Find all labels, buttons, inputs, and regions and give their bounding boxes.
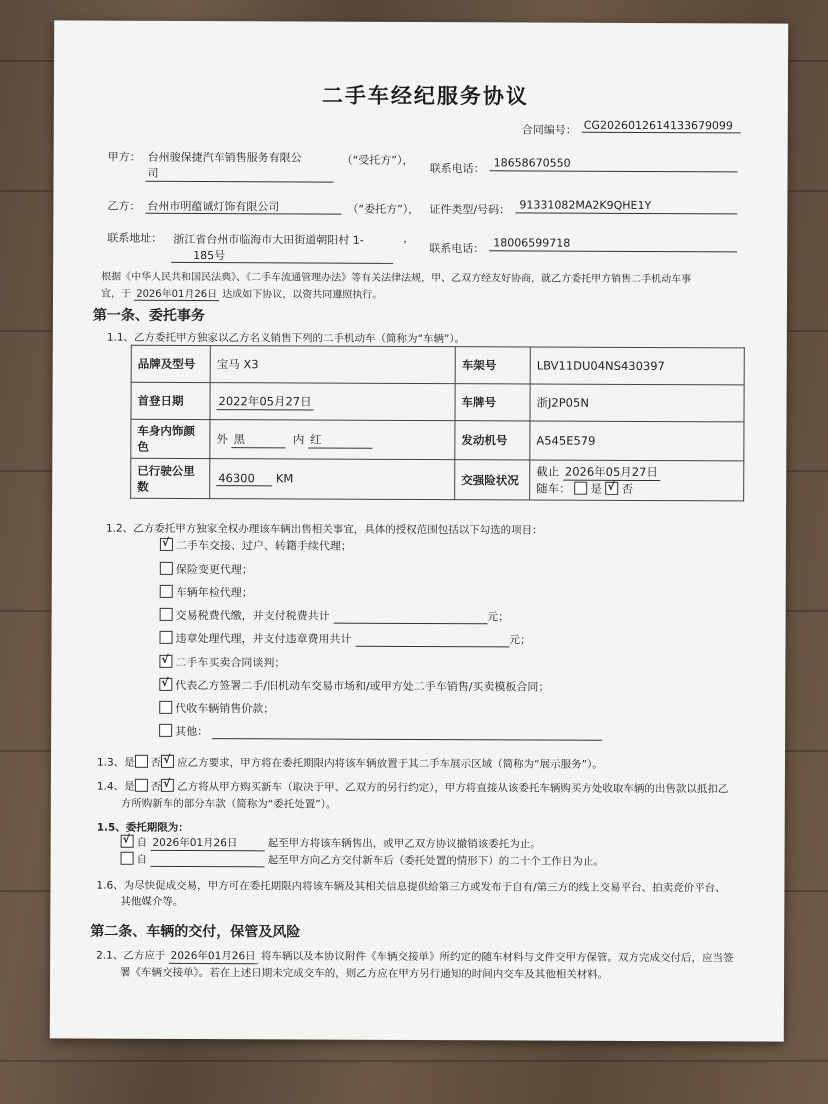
clause-1-4-line2: 方所购新车的部分车款（简称为“委托处置”）。 (120, 797, 337, 811)
party-b-phone: 18006599718 (493, 236, 571, 250)
interior-color: 红 (308, 431, 372, 448)
article2-heading: 第二条、车辆的交付，保管及风险 (90, 923, 301, 941)
article1-heading: 第一条、委托事务 (92, 307, 205, 325)
party-a-phone-label: 联系电话： (429, 162, 485, 176)
option-checkbox[interactable] (160, 562, 173, 575)
insurance-cell: 截止 2026年05月27日 随车： 是 √ 否 (530, 460, 744, 501)
agreement-date: 2026年01月26日 (134, 285, 219, 301)
contract-number: CG2026012614133679099 (582, 119, 741, 134)
option-item: √代表乙方签署二手/旧机动车交易市场和/或甲方处二手车销售/买卖模板合同； (159, 677, 549, 695)
color-label: 车身内饰颜 色 (131, 419, 210, 458)
clause-2-1-line1: 2.1、乙方应于 2026年01月26日 将车辆以及本协议附件《车辆交接单》所约定的随车材料与文件交甲方保管。双方完成交付后，应当签 (96, 949, 734, 965)
clause-1-4-yes-checkbox[interactable] (135, 779, 148, 792)
clause-2-1-line2: 署《车辆交接单》。若在上述日期未完成交车的，则乙方应在甲方另行通知的时间内交车及其他相关材料。 (120, 966, 609, 981)
option-checkbox[interactable] (160, 631, 173, 644)
option-item: 违章处理代理，并支付违章费用共计 元； (159, 630, 531, 648)
clause-1-1: 1.1、乙方委托甲方独家以乙方名义销售下列的二手机动车（简称为“车辆”）。 (106, 331, 466, 346)
clause-1-3-no-checkbox[interactable] (161, 755, 174, 768)
option-checkbox[interactable] (160, 585, 173, 598)
insurance-until: 2026年05月27日 (563, 464, 660, 481)
option-checkbox[interactable] (160, 538, 173, 551)
handover-date: 2026年01月26日 (169, 948, 258, 964)
clause-1-6-line2: 其他媒介等。 (120, 895, 184, 908)
party-a-name-line1: 台州骏保捷汽车销售服务有限公 (147, 150, 302, 165)
mileage-unit: KM (275, 471, 294, 486)
option-checkbox[interactable] (159, 678, 172, 691)
brand-label: 品牌及型号 (131, 345, 210, 382)
party-b-id: 91331082MA2K9QHE1Y (519, 198, 652, 213)
option-item: 交易税费代缴，并支付税费共计 元； (160, 607, 510, 625)
term-option-1-checkbox[interactable] (121, 835, 134, 848)
term-option-2: 自 起至甲方向乙方交付新车后（委托处置的情形下）的二十个工作日为止。 (121, 852, 604, 869)
option-item: 车辆年检代理； (160, 584, 253, 600)
plate-value: 浙J2P05N (530, 384, 744, 422)
table-row (131, 458, 744, 501)
clause-1-3-yes-checkbox[interactable] (135, 755, 148, 768)
document-title: 二手车经纪服务协议 (321, 83, 529, 109)
party-b-label: 乙方： (107, 199, 141, 213)
term-start-date: 2026年01月26日 (150, 835, 264, 851)
term-option-1: √自 2026年01月26日 起至甲方将该车辆售出，或甲乙双方协议撤销该委托为止。 (121, 835, 541, 853)
insurance-yes-checkbox[interactable] (574, 482, 587, 495)
engine-label: 发动机号 (455, 421, 530, 460)
party-a-phone: 18658670550 (493, 156, 571, 170)
contract-paper (50, 20, 788, 1041)
mileage-label: 已行驶公里 数 (131, 458, 210, 498)
vehicle-table (130, 345, 745, 502)
preamble-line2: 宜，于 2026年01月26日 达成如下协议，以资共同遵照执行。 (101, 285, 382, 302)
term-option-2-checkbox[interactable] (121, 852, 134, 865)
reg-date-value: 2022年05月27日 (217, 393, 314, 410)
option-checkbox[interactable] (159, 655, 172, 668)
option-checkbox[interactable] (159, 701, 172, 714)
engine-value: A545E579 (530, 421, 744, 461)
party-b-address-comma: ， (403, 231, 415, 245)
table-row (131, 382, 744, 422)
party-b-address-line1: 浙江省台州市临海市大田街道朝阳村 1- (173, 232, 364, 247)
preamble-line1: 根据《中华人民共和国民法典》、《二手车流通管理办法》等有关法律法规，甲、乙双方经友好协商，就乙方委托甲方销售二手机动车事 (101, 271, 692, 286)
exterior-color: 黑 (232, 431, 286, 448)
option-checkbox[interactable] (159, 724, 172, 737)
reg-date-cell (210, 383, 455, 421)
vin-label: 车架号 (455, 347, 530, 384)
clause-1-2: 1.2、乙方委托甲方独家全权办理该车辆出售相关事宜，具体的授权范围包括以下勾选的项目： (105, 522, 543, 537)
party-a-name-line2: 司 (147, 166, 159, 180)
mileage-value: 46300 (216, 471, 272, 486)
table-row (131, 419, 744, 461)
vin-value: LBV11DU04NS430397 (530, 347, 744, 385)
clause-1-6-line1: 1.6、为尽快促成交易，甲方可在委托期限内将该车辆及其相关信息提供给第三方或发布于自有/第三方的线上交易平台、拍卖竞价平台、 (96, 879, 726, 895)
insurance-no-checkbox[interactable] (605, 482, 618, 495)
reg-date-label: 首登日期 (131, 382, 210, 419)
table-row (131, 345, 744, 385)
clause-1-3: 1.3、是 否√ 应乙方要求，甲方将在委托期限内将该车辆放置于其二手车展示区域（简称为“展示服务”）。 (97, 755, 603, 772)
option-item: 其他： (159, 723, 602, 741)
option-item: 代收车辆销售价款； (159, 700, 274, 717)
color-cell: 外 黑 内 红 (210, 420, 455, 460)
party-a-role: （“受托方”）， (341, 153, 414, 167)
option-checkbox[interactable] (160, 608, 173, 621)
party-b-name: 台州市明蕴诚灯饰有限公司 (147, 199, 280, 214)
party-b-phone-label: 联系电话： (429, 242, 485, 256)
party-b-address-label: 联系地址： (107, 231, 163, 245)
clause-1-4: 1.4、是 否√ 乙方将从甲方购买新车（取决于甲、乙双方的另行约定），甲方将直接从该委托车辆购买方处收取车辆的出售款以抵扣乙 (97, 779, 729, 797)
clause-1-4-no-checkbox[interactable] (161, 779, 174, 792)
mileage-cell (210, 459, 455, 500)
party-b-address-line2: 185号 (193, 249, 226, 263)
brand-value: 宝马 X3 (210, 346, 455, 384)
party-b-role: （“委托方”）， (347, 202, 420, 216)
option-item: √二手车买卖合同谈判； (159, 654, 285, 671)
party-b-id-label: 证件类型/号码： (429, 203, 511, 217)
plate-label: 车牌号 (455, 384, 530, 421)
party-a-label: 甲方： (107, 150, 141, 164)
insurance-label: 交强险状况 (455, 460, 530, 500)
option-item: √二手车交接、过户、转籍手续代理； (160, 537, 352, 554)
clause-1-5-heading: 1.5、委托期限为： (96, 821, 189, 834)
option-item: 保险变更代理； (160, 561, 253, 577)
contract-number-label: 合同编号： (521, 123, 577, 137)
